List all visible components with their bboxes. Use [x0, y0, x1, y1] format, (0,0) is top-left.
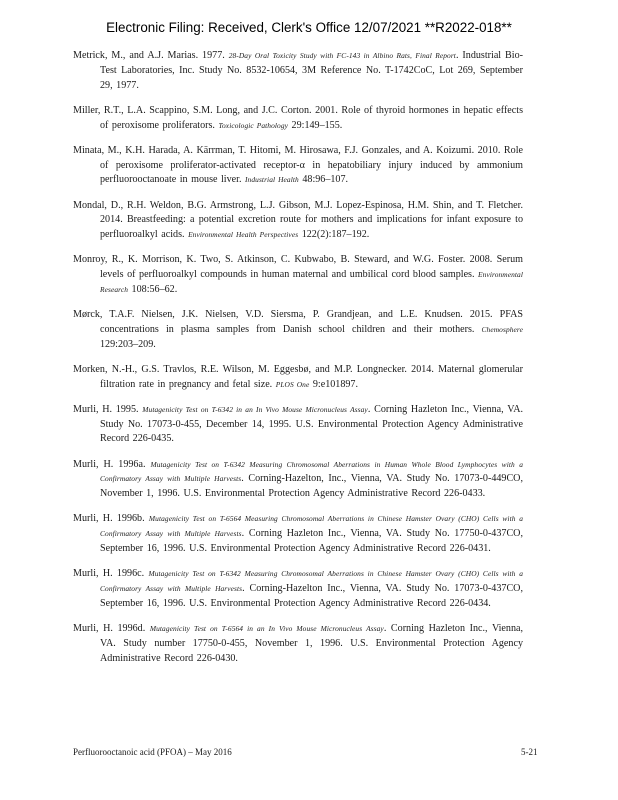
- reference-details: 9:e101897.: [309, 378, 359, 390]
- reference-text: Morken, N.-H., G.S. Travlos, R.E. Wilson, M. Eggesbø, and M.P. Longnecker. 2014. Maternal glomerular filtration rate in pregnancy and fetal size.: [73, 363, 523, 390]
- reference-entry: [73, 253, 523, 297]
- reference-source-title: Environmental Health Perspectives: [188, 230, 299, 240]
- reference-text: Murli, H. 1996c.: [73, 568, 149, 580]
- reference-text: Mørck, T.A.F. Nielsen, J.K. Nielsen, V.D. Siersma, P. Grandjean, and L.E. Knudsen. 2015. PFAS concentrations in plasma samples from Danish school children and their mothers.: [73, 309, 523, 335]
- reference-entry: [73, 308, 523, 352]
- reference-text: Metrick, M., and A.J. Marias. 1977.: [73, 50, 229, 61]
- reference-entry: [73, 403, 523, 447]
- reference-entry: [73, 458, 523, 502]
- reference-entry: [73, 363, 523, 393]
- reference-source-title: Industrial Health: [245, 175, 299, 185]
- reference-entry: [73, 199, 523, 243]
- reference-details: 129:203–209.: [100, 338, 156, 350]
- footer-document-title: Perfluorooctanoic acid (PFOA) – May 2016: [73, 747, 232, 757]
- reference-details: 122(2):187–192.: [298, 229, 370, 241]
- reference-text: Minata, M., K.H. Harada, A. Kärrman, T. Hitomi, M. Hirosawa, F.J. Gonzales, and A. Koizumi. 2010. Role of peroxisome proliferator-activated receptor-α in hepatobiliary injury induced by ammonium perfluorooctanoate in mouse liver.: [73, 144, 523, 186]
- reference-entry: [73, 512, 523, 556]
- reference-details: 48:96–107.: [298, 174, 349, 186]
- reference-list: [73, 49, 523, 677]
- reference-source-title: Toxicologic Pathology: [218, 120, 289, 130]
- reference-text: Murli, H. 1996d.: [73, 623, 150, 634]
- reference-entry: [73, 104, 523, 134]
- reference-details: . Corning Hazleton Inc., Vienna, VA. Study No. 17073-0-455, December 14, 1995. U.S. Environmental Protection Agency Administrative Record 226-0435.: [100, 403, 524, 445]
- reference-details: . Corning Hazleton Inc., Vienna, VA. Study number 17750-0-455, November 1, 1996. U.S. Environmental Protection Agency Administrative Record 226-0430.: [100, 623, 524, 664]
- reference-source-title: PLOS One: [275, 379, 310, 389]
- reference-details: 108:56–62.: [128, 283, 178, 295]
- reference-source-title: Chemosphere: [481, 324, 523, 334]
- reference-source-title: Mutagenicity Test on T-6564 in an In Vivo Mouse Micronucleus Assay: [149, 624, 384, 633]
- reference-source-title: Mutagenicity Test on T-6342 Measuring Chromosomal Aberrations in Human Whole Blood Lymphocytes with a Confirmatory Assay with Multiple Harvests: [100, 459, 524, 484]
- reference-text: Mondal, D., R.H. Weldon, B.G. Armstrong, L.J. Gibson, M.J. Lopez-Espinosa, H.M. Shin, and T. Fletcher. 2014. Breastfeeding: a potential excretion route for mothers and implications for infant exposure to perfluoroalkyl acids.: [73, 199, 523, 241]
- reference-source-title: 28-Day Oral Toxicity Study with FC-143 in Albino Rats, Final Report: [228, 51, 456, 60]
- filing-stamp-header: Electronic Filing: Received, Clerk's Office 12/07/2021 **R2022-018**: [106, 20, 512, 35]
- reference-details: 29:149–155.: [288, 119, 343, 131]
- footer-page-number: 5-21: [521, 747, 538, 757]
- reference-source-title: Environmental Research: [100, 270, 523, 294]
- reference-source-title: Mutagenicity Test on T-6342 in an In Vivo Mouse Micronucleus Assay: [142, 404, 368, 414]
- reference-details: . Corning-Hazelton Inc., Vienna, VA. Study No. 17073-0-437CO, September 16, 1996. U.S. Environmental Protection Agency Administrative Record 226-0434.: [100, 583, 523, 609]
- reference-source-title: Mutagenicity Test on T-6342 Measuring Chromosomal Aberrations in Chinese Hamster Ovary (CHO) Cells with a Confirmatory Assay with Multiple Harvests: [100, 569, 523, 594]
- reference-entry: [73, 567, 523, 611]
- reference-entry: [73, 49, 523, 93]
- reference-details: . Corning-Hazelton, Inc., Vienna, VA. Study No. 17073-0-449CO, November 1, 1996. U.S. Environmental Protection Agency Administrative Record 226-0433.: [100, 473, 523, 500]
- reference-text: Miller, R.T., L.A. Scappino, S.M. Long, and J.C. Corton. 2001. Role of thyroid hormones in hepatic effects of peroxisome proliferators.: [73, 104, 523, 131]
- reference-entry: [73, 144, 523, 188]
- reference-text: Murli, H. 1996b.: [73, 513, 149, 525]
- reference-entry: [73, 622, 523, 666]
- reference-text: Monroy, R., K. Morrison, K. Two, S. Atkinson, C. Kubwabo, B. Steward, and W.G. Foster. 2008. Serum levels of perfluoroalkyl compounds in human maternal and umbilical cord blood samples.: [73, 254, 523, 281]
- reference-details: . Corning Hazleton Inc., Vienna, VA. Study No. 17750-0-437CO, September 16, 1996. U.S. Environmental Protection Agency Administrative Record 226-0431.: [100, 528, 523, 555]
- reference-text: Murli, H. 1995.: [73, 403, 143, 415]
- reference-text: Murli, H. 1996a.: [73, 458, 151, 470]
- reference-details: . Industrial Bio-Test Laboratories, Inc. Study No. 8532-10654, 3M Reference No. T-1742CoC, Lot 269, September 29, 1977.: [100, 50, 523, 91]
- reference-source-title: Mutagenicity Test on T-6564 Measuring Chromosomal Aberrations in Chinese Hamster Ovary (CHO) Cells with a Confirmatory Assay with Multiple Harvests: [100, 514, 524, 539]
